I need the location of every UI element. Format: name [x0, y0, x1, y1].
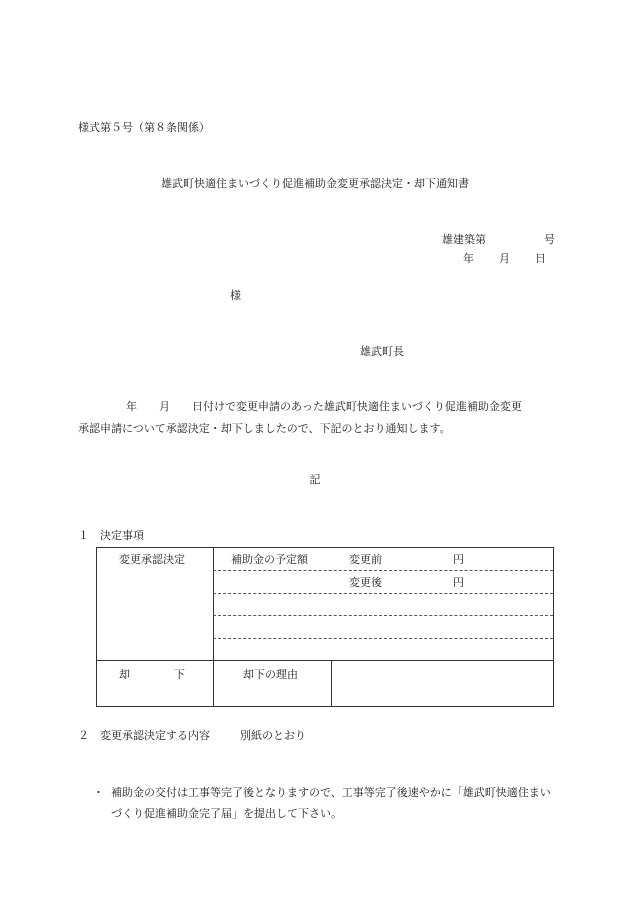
- date-year: 年: [463, 252, 474, 265]
- notice-body-line-1: 年 月 日付けで変更申請のあった雄武町快適住まいづくり促進補助金変更: [126, 400, 522, 413]
- notice-body-line-2: 承認申請について承認決定・却下しましたので、下記のとおり通知します。: [78, 422, 451, 435]
- approval-label: 変更承認決定: [119, 553, 185, 566]
- notice-body: [78, 396, 552, 440]
- table-divider-reason: [331, 660, 332, 706]
- note-bullet: ・: [93, 786, 104, 799]
- table-dashed-line: [213, 615, 553, 616]
- rejection-label: 却 下: [119, 668, 185, 681]
- sender-name: 雄武町長: [360, 345, 404, 358]
- after-yen-unit: 円: [453, 576, 464, 589]
- date-month: 月: [499, 252, 510, 265]
- completion-note: [93, 782, 553, 824]
- before-change-label: 変更前: [349, 553, 382, 566]
- after-change-label: 変更後: [349, 576, 382, 589]
- document-number: [442, 231, 555, 247]
- note-text: 補助金の交付は工事等完了後となりますので、工事等完了後速やかに「雄武町快適住まいづくり促進補助金完了届」を提出して下さい。: [111, 786, 551, 820]
- table-divider-left: [213, 548, 214, 706]
- table-dashed-line: [213, 593, 553, 594]
- document-title: 雄武町快適住まいづくり促進補助金変更承認決定・却下通知書: [161, 177, 469, 190]
- document-number-suffix: 号: [544, 233, 555, 246]
- planned-amount-label: 補助金の予定額: [231, 553, 308, 566]
- table-dashed-line: [213, 638, 553, 639]
- section-2-heading: ２ 変更承認決定する内容: [78, 729, 210, 742]
- document-number-prefix: 雄建築第: [442, 233, 486, 246]
- section-1-heading: １ 決定事項: [78, 529, 144, 542]
- section-2-value: 別紙のとおり: [240, 729, 306, 742]
- table-dashed-line: [213, 570, 553, 571]
- rejection-reason-label: 却下の理由: [243, 668, 298, 681]
- table-row-separator: [97, 660, 553, 661]
- decision-table: [96, 547, 554, 707]
- section-2: [78, 727, 306, 743]
- form-number: 様式第５号（第８条関係）: [78, 121, 210, 134]
- before-yen-unit: 円: [453, 553, 464, 566]
- issue-date: [463, 250, 546, 266]
- addressee: 様: [230, 289, 241, 302]
- ki-label: 記: [309, 473, 321, 486]
- date-day: 日: [535, 252, 546, 265]
